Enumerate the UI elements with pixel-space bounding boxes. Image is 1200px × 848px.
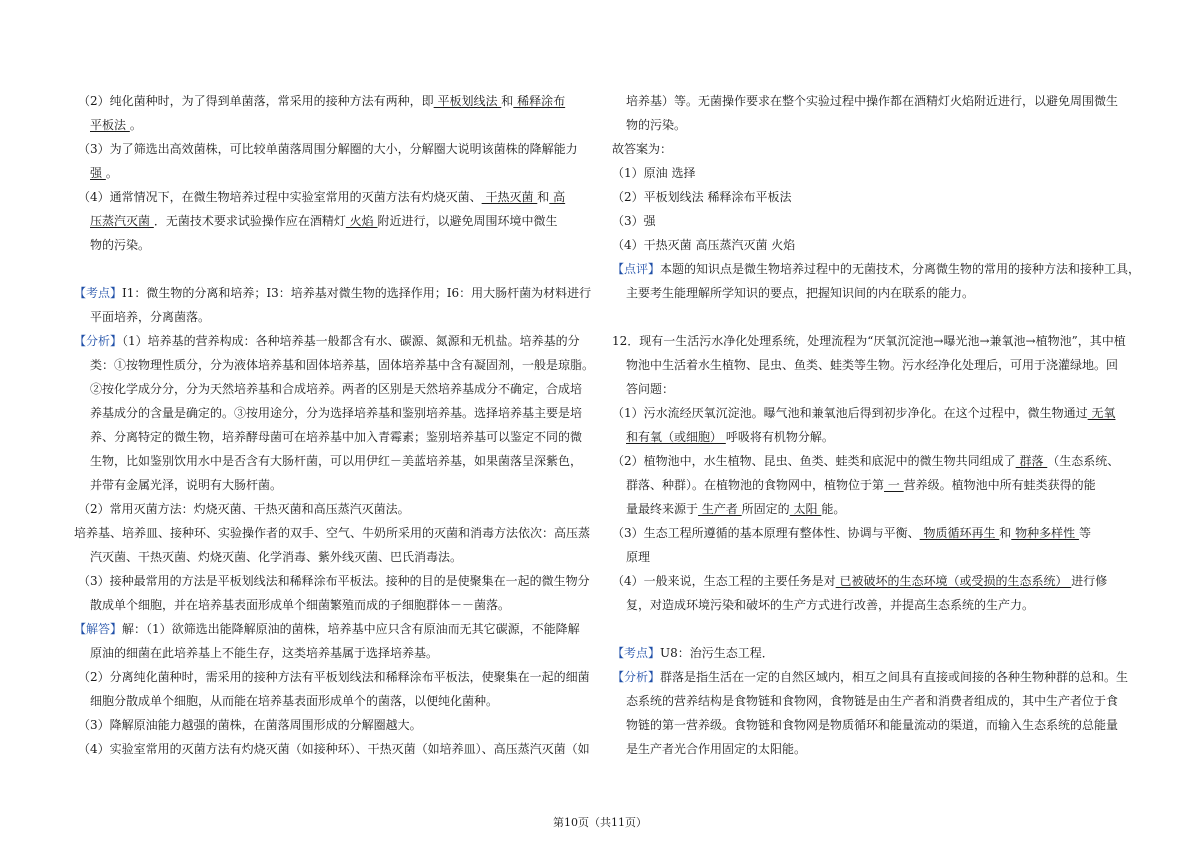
text-segment: ②按化学成分分，分为天然培养基和合成培养。两者的区别是天然培养基成分不确定，合成培 — [90, 382, 583, 396]
text-line — [90, 356, 594, 374]
text-line — [626, 596, 1034, 614]
text-segment: U8：治污生态工程． — [660, 646, 774, 660]
text-line — [612, 404, 1115, 422]
answer-blank: 压蒸汽灭菌 — [90, 214, 154, 228]
text-line — [612, 452, 1119, 470]
text-segment: 平面培养，分离菌落。 — [90, 310, 211, 324]
answer-blank: 平板划线法 — [433, 94, 502, 108]
text-line — [90, 596, 510, 614]
text-line — [612, 644, 774, 662]
text-line — [612, 236, 795, 254]
text-line — [626, 740, 806, 758]
text-line — [90, 308, 210, 326]
section-tag: 【解答】 — [74, 622, 123, 636]
text-segment: （2）植物池中，水生植物、昆虫、鱼类、蛙类和底泥中的微生物共同组成了 — [612, 454, 1016, 468]
text-line — [626, 116, 686, 134]
text-segment: （2）常用灭菌方法：灼烧灭菌、干热灭菌和高压蒸汽灭菌法。 — [78, 502, 410, 516]
text-segment: （4）实验室常用的灭菌方法有灼烧灭菌（如接种环）、干热灭菌（如培养皿）、高压蒸汽灭菌（如 — [78, 742, 590, 756]
text-line — [90, 452, 582, 470]
section-tag: 【考点】 — [74, 286, 123, 300]
text-segment: 原油的细菌在此培养基上不能生存，这类培养基属于选择培养基。 — [90, 646, 439, 660]
answer-blank: 和有氧（或细胞） — [626, 430, 726, 444]
answer-blank: 生产者 — [698, 502, 742, 516]
text-segment: （3）降解原油能力越强的菌株，在菌落周围形成的分解圈越大。 — [78, 718, 422, 732]
text-line — [626, 500, 845, 518]
text-segment: （2）纯化菌种时，为了得到单菌落，常采用的接种方法有两种，即 — [78, 94, 434, 108]
text-segment: 能。 — [821, 502, 846, 516]
section-tag: 【点评】 — [612, 262, 661, 276]
text-segment: 类：①按物理性质分，分为液体培养基和固体培养基，固体培养基中含有凝固剂，一般是琼脂。 — [90, 358, 595, 372]
text-segment: 养基成分的含量是确定的。③按用途分，分为选择培养基和鉴别培养基。选择培养基主要是培 — [90, 406, 583, 420]
text-segment: 进行修 — [1071, 574, 1108, 588]
text-segment: （生态系统、 — [1047, 454, 1120, 468]
text-line — [612, 524, 1091, 542]
text-segment: 解：（1）欲筛选出能降解原油的菌株，培养基中应只含有原油而无其它碳源，不能降解 — [122, 622, 580, 636]
text-line — [612, 164, 695, 182]
text-segment: （3）生态工程所遵循的基本原理有整体性、协调与平衡、 — [612, 526, 920, 540]
answer-blank: 干热灭菌 — [481, 190, 538, 204]
text-line — [90, 476, 282, 494]
text-segment: 所固定的 — [741, 502, 790, 516]
text-line — [626, 692, 1118, 710]
text-line — [78, 500, 410, 518]
text-line — [74, 620, 580, 638]
section-tag: 【考点】 — [612, 646, 661, 660]
text-segment: （4）通常情况下，在微生物培养过程中实验室常用的灭菌方法有灼烧灭菌、 — [78, 190, 482, 204]
text-line — [626, 716, 1118, 734]
text-line — [612, 572, 1107, 590]
answer-blank: 群落 — [1015, 454, 1048, 468]
text-segment: 物的污染。 — [90, 238, 151, 252]
text-line — [90, 404, 582, 422]
text-line — [78, 188, 565, 206]
answer-blank: 物质循环再生 — [919, 526, 1000, 540]
text-segment: 汽灭菌、干热灭菌、灼烧灭菌、化学消毒、紫外线灭菌、巴氏消毒法。 — [90, 550, 463, 564]
text-segment: 营养级。植物池中所有蛙类获得的能 — [903, 478, 1096, 492]
text-line — [90, 236, 150, 254]
text-segment: 复，对造成环境污染和破坏的生产方式进行改善，并提高生态系统的生产力。 — [626, 598, 1035, 612]
text-segment: （3）为了筛选出高效菌株，可比较单菌落周围分解圈的大小，分解圈大说明该菌株的降解能力 — [78, 142, 578, 156]
text-segment: 群落是指生活在一定的自然区域内，相互之间具有直接或间接的各种生物种群的总和。生 — [660, 670, 1129, 684]
text-segment: 量最终来源于 — [626, 502, 699, 516]
text-line — [78, 572, 590, 590]
text-line — [612, 140, 672, 158]
text-segment: 培养基、培养皿、接种环、实验操作者的双手、空气、牛奶所采用的灭菌和消毒方法依次：高压蒸 — [74, 526, 591, 540]
text-line — [612, 188, 791, 206]
text-segment: 和 — [537, 190, 550, 204]
text-segment: 。 — [129, 118, 142, 132]
text-segment: 群落、种群）。在植物池的食物网中，植物位于第 — [626, 478, 885, 492]
text-segment: 本题的知识点是微生物培养过程中的无菌技术，分离微生物的常用的接种方法和接种工具， — [660, 262, 1141, 276]
text-segment: （2）平板划线法 稀释涂布平板法 — [612, 190, 792, 204]
text-segment: （1）培养基的营养构成：各种培养基一般都含有水、碳源、氮源和无机盐。培养基的分 — [122, 334, 580, 348]
text-segment: 故答案为： — [612, 142, 673, 156]
text-line — [626, 284, 974, 302]
text-segment: 物池中生活着水生植物、昆虫、鱼类、蛙类等生物。污水经净化处理后，可用于浇灌绿地。回 — [626, 358, 1119, 372]
text-segment: 和 — [999, 526, 1012, 540]
text-line — [74, 332, 580, 350]
text-segment: （3）接种最常用的方法是平板划线法和稀释涂布平板法。接种的目的是使聚集在一起的微生物分 — [78, 574, 590, 588]
text-segment: 细胞分散成单个细胞，从而能在培养基表面形成单个的菌落，以便纯化菌种。 — [90, 694, 499, 708]
answer-blank: 物种多样性 — [1011, 526, 1079, 540]
text-segment: 养、分离特定的微生物，培养酵母菌可在培养基中加入青霉素；鉴别培养基可以鉴定不同的微 — [90, 430, 583, 444]
text-line — [90, 116, 142, 134]
text-line — [626, 356, 1118, 374]
text-segment: （4）一般来说，生态工程的主要任务是对 — [612, 574, 836, 588]
text-line — [612, 668, 1128, 686]
text-segment: 并带有金属光泽，说明有大肠杆菌。 — [90, 478, 283, 492]
text-segment: （4）干热灭菌 高压蒸汽灭菌 火焰 — [612, 238, 796, 252]
text-line — [74, 524, 590, 542]
text-line — [90, 164, 118, 182]
answer-blank: 太阳 — [789, 502, 822, 516]
answer-blank: 无氧 — [1087, 406, 1116, 420]
text-line — [74, 284, 591, 302]
text-segment: 呼吸将有机物分解。 — [725, 430, 834, 444]
text-line — [612, 332, 1126, 350]
text-line — [612, 212, 656, 230]
answer-blank: 已被破坏的生态环境（或受损的生态系统） — [835, 574, 1072, 588]
answer-blank: 高 — [549, 190, 566, 204]
text-line — [78, 140, 578, 158]
text-segment: 是生产者光合作用固定的太阳能。 — [626, 742, 807, 756]
text-line — [90, 692, 498, 710]
text-segment: 物的污染。 — [626, 118, 687, 132]
text-segment: 培养基）等。无菌操作要求在整个实验过程中操作都在酒精灯火焰附近进行，以避免周围微生 — [626, 94, 1119, 108]
text-line — [90, 548, 462, 566]
answer-blank: 强 — [90, 166, 106, 180]
text-segment: （2）分离纯化菌种时，需采用的接种方法有平板划线法和稀释涂布平板法，使聚集在一起的细菌 — [78, 670, 590, 684]
text-segment: ．无菌技术要求试验操作应在酒精灯 — [153, 214, 346, 228]
text-segment: 附近进行，以避免周围环境中微生 — [377, 214, 558, 228]
text-segment: 12．现有一生活污水净化处理系统，处理流程为“厌氧沉淀池→曝光池→兼氧池→植物池”，其中植 — [612, 334, 1126, 348]
text-line — [90, 212, 558, 230]
text-segment: 等 — [1078, 526, 1091, 540]
text-line — [90, 428, 582, 446]
text-segment: I1：微生物的分离和培养；I3：培养基对微生物的选择作用；I6：用大肠杆菌为材料进行 — [122, 286, 592, 300]
text-segment: （1）污水流经厌氧沉淀池。曝气池和兼氧池后得到初步净化。在这个过程中，微生物通过 — [612, 406, 1088, 420]
answer-blank: 火焰 — [345, 214, 378, 228]
page-footer: 第10页（共11页） — [553, 816, 647, 829]
answer-blank: 一 — [884, 478, 904, 492]
text-segment: （1）原油 选择 — [612, 166, 696, 180]
text-line — [612, 260, 1140, 278]
text-line — [626, 92, 1118, 110]
text-segment: 原理 — [626, 550, 651, 564]
text-line — [78, 92, 565, 110]
text-line — [626, 428, 834, 446]
text-segment: 散成单个细胞，并在培养基表面形成单个细菌繁殖而成的子细胞群体－－菌落。 — [90, 598, 511, 612]
text-segment: 态系统的营养结构是食物链和食物网，食物链是由生产者和消费者组成的，其中生产者位于食 — [626, 694, 1119, 708]
text-line — [90, 380, 582, 398]
text-line — [626, 476, 1096, 494]
section-tag: 【分析】 — [74, 334, 123, 348]
text-line — [90, 644, 438, 662]
text-line — [78, 716, 422, 734]
text-segment: 。 — [105, 166, 118, 180]
text-segment: 答问题： — [626, 382, 675, 396]
text-segment: 物链的第一营养级。食物链和食物网是物质循环和能量流动的渠道，而输入生态系统的总能量 — [626, 718, 1119, 732]
text-segment: 生物，比如鉴别饮用水中是否含有大肠杆菌，可以用伊红－美蓝培养基，如果菌落呈深紫色， — [90, 454, 583, 468]
text-line — [626, 380, 674, 398]
text-line — [78, 740, 590, 758]
text-line — [626, 548, 650, 566]
text-segment: （3）强 — [612, 214, 656, 228]
text-segment: 和 — [501, 94, 514, 108]
text-line — [78, 668, 590, 686]
answer-blank: 平板法 — [90, 118, 130, 132]
section-tag: 【分析】 — [612, 670, 661, 684]
answer-blank: 稀释涂布 — [513, 94, 566, 108]
text-segment: 主要考生能理解所学知识的要点，把握知识间的内在联系的能力。 — [626, 286, 975, 300]
